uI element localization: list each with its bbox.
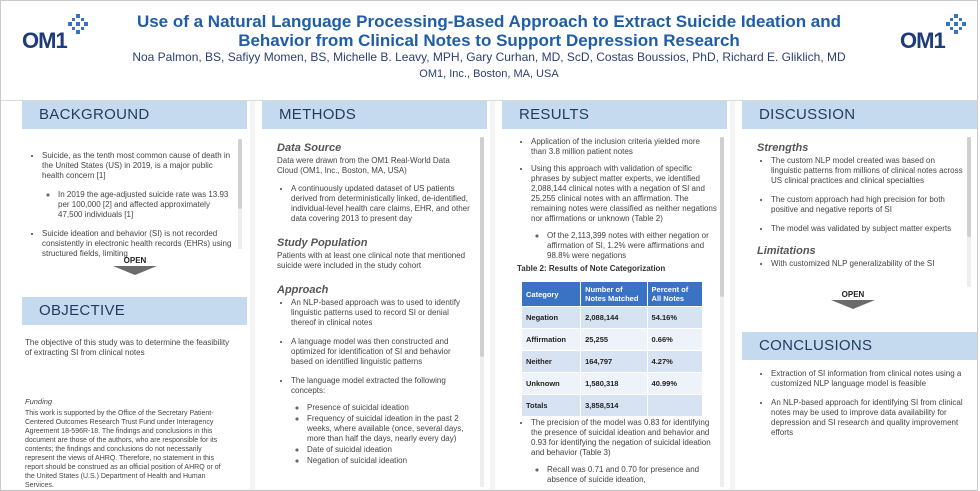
logo-text: OM1 xyxy=(22,28,67,53)
strength-item: • The custom approach had high precision for both positive and negative reports of SI xyxy=(771,195,967,215)
results-bullet: • Using this approach with validation of specific phrases by subject matter experts, we identified 2,088,144 clinical notes with a negation of SI and 25,255 clinical notes with an affirmation. The remaining notes were classified as neither negations nor affirmations or unknown (Table 2) xyxy=(531,164,717,224)
open-label: OPEN xyxy=(841,290,865,299)
poster-affiliation: OM1, Inc., Boston, MA, USA xyxy=(419,68,559,80)
population-text: Patients with at least one clinical note that mentioned suicide were included in the study cohort xyxy=(277,251,466,270)
results-bullet: • The precision of the model was 0.83 for identifying the presence of suicidal ideation and behavior and 0.93 for identifying the negation of suicidal ideation and behavior (Table 3) xyxy=(531,418,717,458)
table-cell: 25,255 xyxy=(581,329,647,351)
funding-text: This work is supported by the Office of the Secretary Patient-Centered Outcomes Research Trust Fund under Interagency Agreement 18-596R-18. The findings and conclusions in this document are those of the authors, who are responsible for its contents; the findings and conclusions do not necessarily represent the views of AHRQ. Therefore, no statement in this report should be construed as an official position of AHRQ or of the United States (U.S.) Department of Health and Human Services. xyxy=(25,410,221,489)
approach-bullet: • A language model was then constructed and optimized for identification of SI and behavior based on identified linguistic patterns xyxy=(291,337,472,367)
table-cell: 4.27% xyxy=(647,351,702,373)
approach-bullet: • The language model extracted the following concepts: xyxy=(291,376,472,396)
discussion-heading: DISCUSSION xyxy=(742,101,977,129)
conclusions-heading: CONCLUSIONS xyxy=(742,332,977,360)
approach-bullet: • An NLP-based approach was to used to identify linguistic patterns used to record SI or denial thereof in clinical notes xyxy=(291,298,472,328)
concept-item: ◦ Date of suicidal ideation xyxy=(307,445,472,455)
table-cell: Totals xyxy=(522,395,581,417)
open-label: OPEN xyxy=(123,256,147,265)
data-source-bullet: • A continuously updated dataset of US patients derived from deterministically linked, de-identified, individual-level health care claims, EHR, and other data covering 2013 to present day xyxy=(291,184,472,224)
strength-item: • The model was validated by subject matter experts xyxy=(771,224,967,234)
results-sub-bullet: ◦ Of the 2,113,399 notes with either negation or affirmation of SI, 1.2% were affirmations and 98.8% were negations xyxy=(547,231,717,261)
limitations-title: Limitations xyxy=(757,245,816,257)
table-header-count: Number of Notes Matched xyxy=(581,282,647,307)
table-header-percent: Percent of All Notes xyxy=(647,282,702,307)
background-bullet: • Suicide ideation and behavior (SI) is not recorded consistently in electronic health records (EHRs) using structured fields, limiting xyxy=(42,229,233,259)
background-bullet: • Suicide, as the tenth most common cause of death in the United States (US) in 2019, is a major public health concern [1] xyxy=(42,151,233,181)
table-cell: Affirmation xyxy=(522,329,581,351)
background-heading: BACKGROUND xyxy=(22,101,247,129)
table-caption: Table 2: Results of Note Categorization xyxy=(517,264,666,273)
results-bullet: • Application of the inclusion criteria yielded more than 3.8 million patient notes xyxy=(531,137,717,157)
table-cell: 40.99% xyxy=(647,373,702,395)
poster-title: Use of a Natural Language Processing-Based Approach to Extract Suicide Ideation and Behavior from Clinical Notes to Support Depression Research xyxy=(136,12,842,50)
methods-heading: METHODS xyxy=(262,101,487,129)
strength-item: • The custom NLP model created was based on linguistic patterns from millions of clinical notes across US clinical practices and clinical specialties xyxy=(771,156,967,186)
background-sub-bullet: ◦ In 2019 the age-adjusted suicide rate was 13.93 per 100,000 [2] and affected approximately 47,500 individuals [1] xyxy=(58,190,233,220)
objective-text: The objective of this study was to determine the feasibility of extracting SI from clinical notes xyxy=(25,338,230,357)
objective-heading: OBJECTIVE xyxy=(22,297,247,325)
funding-title: Funding xyxy=(25,397,53,406)
table-cell: 0.66% xyxy=(647,329,702,351)
logo-text: OM1 xyxy=(900,28,945,53)
concept-item: ◦ Frequency of suicidal ideation in the past 2 weeks, where available (once, several days, more than half the days, nearly every day) xyxy=(307,414,472,444)
table-cell: Unknown xyxy=(522,373,581,395)
table-cell: 2,088,144 xyxy=(581,307,647,329)
table-cell: Neither xyxy=(522,351,581,373)
table-cell: 54.16% xyxy=(647,307,702,329)
data-source-text: Data were drawn from the OM1 Real-World Data Cloud (OM1, Inc., Boston, MA, USA) xyxy=(277,156,450,175)
results-sub-bullet: ◦ Recall was 0.71 and 0.70 for presence and absence of suicide ideation, xyxy=(547,465,717,485)
population-title: Study Population xyxy=(277,237,368,249)
concept-item: ◦ Presence of suicidal ideation xyxy=(307,403,472,413)
approach-title: Approach xyxy=(277,284,329,296)
conclusion-item: • An NLP-based approach for identifying SI from clinical notes may be used to improve data availability for depression and SI research and quality improvement efforts xyxy=(771,398,967,438)
table-cell: 1,580,318 xyxy=(581,373,647,395)
table-cell: 164,797 xyxy=(581,351,647,373)
strengths-title: Strengths xyxy=(757,142,809,154)
table-header-category: Category xyxy=(522,282,581,307)
concept-item: ◦ Negation of suicidal ideation xyxy=(307,456,472,466)
poster-authors: Noa Palmon, BS, Safiyy Momen, BS, Michelle B. Leavy, MPH, Gary Curhan, MD, ScD, Costas Boussios, PhD, Richard E. Gliklich, MD xyxy=(132,50,846,64)
limitation-item: • With customized NLP generalizability of the SI xyxy=(771,259,967,269)
table-cell: 3,858,514 xyxy=(581,395,647,417)
results-heading: RESULTS xyxy=(502,101,727,129)
data-source-title: Data Source xyxy=(277,142,342,154)
conclusion-item: • Extraction of SI information from clinical notes using a customized NLP language model is feasible xyxy=(771,369,967,389)
table-cell: Negation xyxy=(522,307,581,329)
